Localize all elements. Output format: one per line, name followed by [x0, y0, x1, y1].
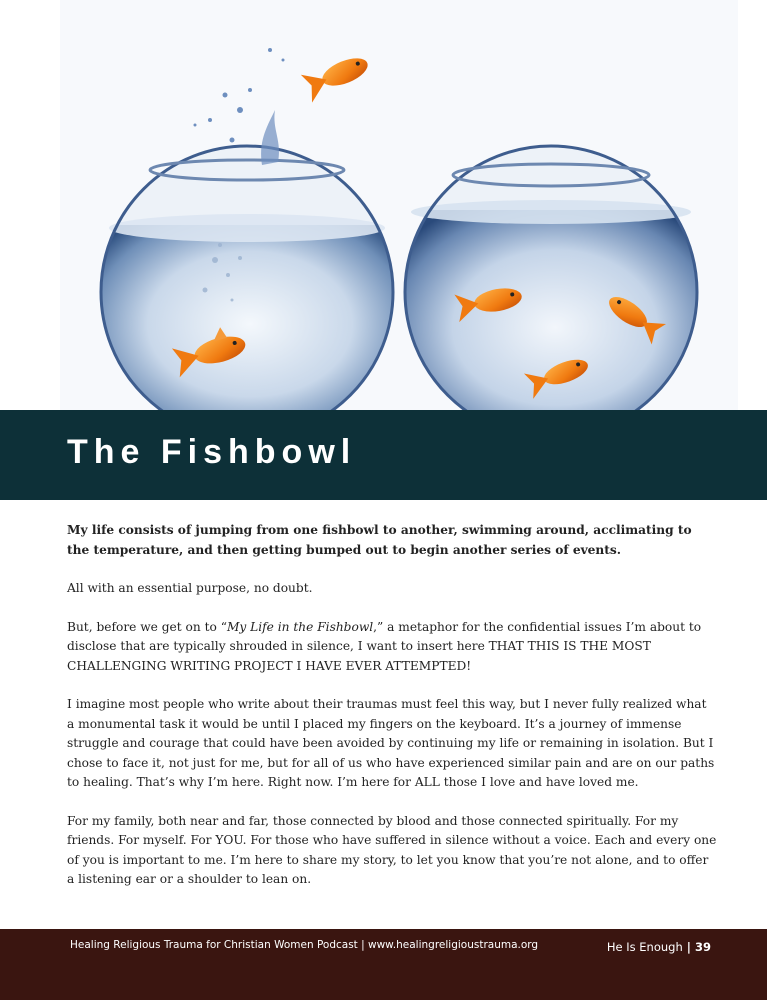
paragraph-2	[67, 618, 717, 677]
lead-paragraph: My life consists of jumping from one fishbowl to another, swimming around, acclimating to the temperature, and then getting bumped out to begin another series of events.	[67, 523, 692, 557]
footer-page-info	[607, 940, 711, 954]
paragraph-2-end: ,” a metaphor for the confidential issues I’m about to disclose that are typically shrouded in silence, I want to insert here THAT THIS IS THE MOST CHALLENGING WRITING PROJECT I HAVE EVER ATTEMPTED!	[67, 619, 702, 673]
paragraph-2-start: But, before we get on to “	[67, 619, 227, 634]
footer-podcast-credit: Healing Religious Trauma for Christian Women Podcast | www.healingreligioustrauma.org	[70, 939, 539, 951]
footer-book-title: He Is Enough	[606, 940, 683, 954]
footer-separator: |	[682, 940, 695, 954]
paragraph-2-italic: My Life in the Fishbowl	[226, 619, 374, 634]
page-title: The Fishbowl	[67, 433, 357, 471]
paragraph-4: For my family, both near and far, those connected by blood and those connected spiritually. For my friends. For myself. For YOU. For those who have suffered in silence without a voice. Each and every one of you is important to me. I’m here to share my story, to let you know that you’re not alone, and to offer a listening ear or a shoulder to lean on.	[67, 813, 717, 886]
paragraph-1: All with an essential purpose, no doubt.	[67, 581, 313, 595]
paragraph-3: I imagine most people who write about their traumas must feel this way, but I never fully realized what a monumental task it would be until I placed my fingers on the keyboard. It’s a journey of immense struggle and courage that could have been avoided by continuing my life or remaining in isolation. But I chose to face it, not just for me, but for all of us who have experienced similar pain and are on our paths to healing. That’s why I’m here. Right now. I’m here for ALL those I love and have loved me.	[67, 697, 715, 789]
hero-image	[0, 0, 767, 410]
fishbowls-illustration	[0, 0, 767, 410]
page-footer	[0, 929, 767, 1000]
page-number: 39	[694, 940, 711, 954]
article-body	[67, 521, 717, 909]
